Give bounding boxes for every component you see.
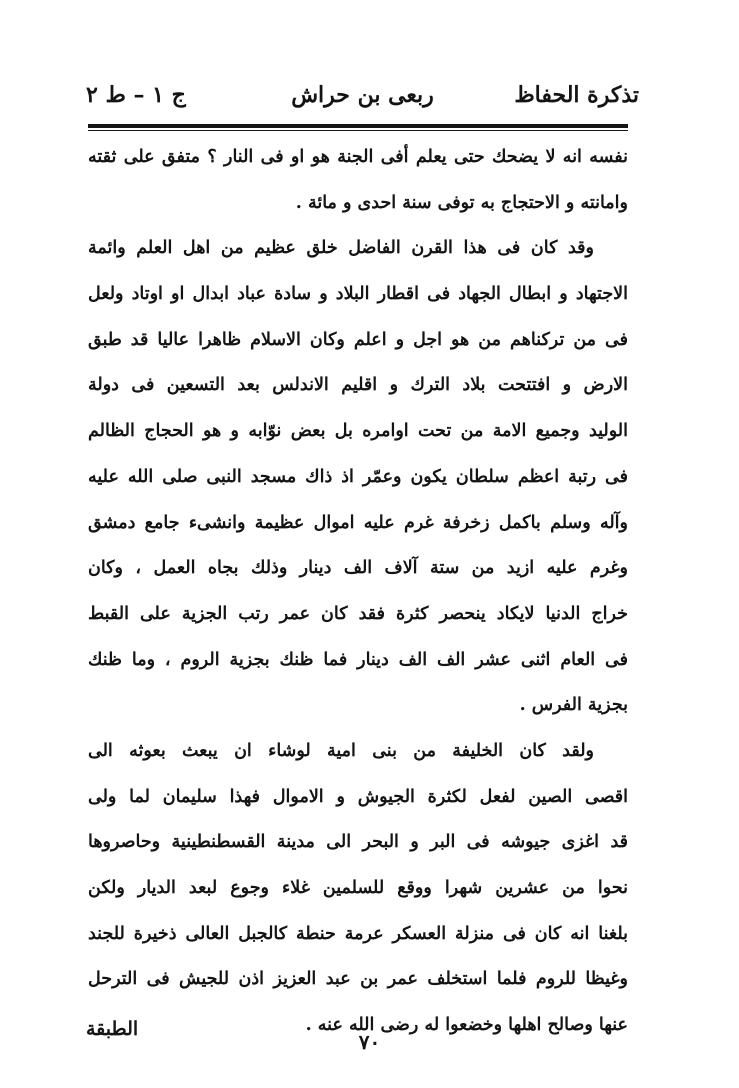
text-line: وقد كان فى هذا القرن الفاضل خلق عظيم من اهل العلم وائمة [88,238,594,259]
text-line: نفسه انه لا يضحك حتى يعلم أفى الجنة هو او فى النار ؟ متفق على ثقته [88,147,628,167]
text-line: قد اغزى جيوشه فى البر و البحر الى مدينة القسطنطينية وحاصروها [88,832,628,853]
text-line: فى العام اثنى عشر الف الف دينار فما ظنك بجزية الروم ، وما ظنك [88,649,628,670]
page-body [88,135,628,1049]
header-rule-thin [88,130,628,131]
catchword: الطبقة [86,1018,139,1040]
volume-label: ج ١ – ط ٢ [86,82,186,108]
section-title: ربعى بن حراش [291,82,434,108]
text-line: عنها وصالح اهلها وخضعوا له رضى الله عنه . [305,1015,628,1036]
text-line: نحوا من عشرين شهرا ووقع للسلمين غلاء وجوع لبعد الديار ولكن [88,878,628,898]
page-number: ٧٠ [358,1030,381,1054]
text-line: خراج الدنيا لايكاد ينحصر كثرة فقد كان عمر رتب الجزية على القبط [88,603,628,624]
book-title: تذكرة الحفاظ [514,82,639,108]
text-line: الوليد وجميع الامة من تحت اوامره بل بعض نوّابه و هو الحجاج الظالم [88,421,628,442]
text-line: وامانته و الاحتجاج به توفى سنة احدى و مائة . [295,192,628,213]
text-line: وآله وسلم باكمل زخرفة غرم عليه اموال عظيمة وانشىء جامع دمشق [88,512,628,533]
text-line: وغرم عليه ازيد من ستة آلاف الف دينار وذلك بجاه العمل ، وكان [88,558,628,579]
header-rule-thick [88,124,628,128]
text-line: اقصى الصين لفعل لكثرة الجيوش و الاموال فهذا سليمان لما ولى [88,786,628,807]
text-line: فى من تركناهم من هو اجل و اعلم وكان الاسلام ظاهرا عاليا قد طبق [88,329,628,350]
text-line: ولقد كان الخليفة من بنى امية لوشاء ان يبعث بعوثه الى [88,740,594,761]
text-line: الاجتهاد و ابطال الجهاد فى اقطار البلاد و سادة عباد ابدال او اوتاد ولعل [88,284,628,305]
text-line: بلغنا انه كان فى منزلة العسكر عرمة حنطة كالجبل العالى ذخيرة للجند [88,923,628,944]
text-line: وغيظا للروم فلما استخلف عمر بن عبد العزيز اذن للجيش فى الترحل [88,969,628,990]
text-line: بجزية الفرس . [519,695,628,716]
running-header [86,78,639,122]
text-line: الارض و افتتحت بلاد الترك و اقليم الاندلس بعد التسعين فى دولة [88,375,628,396]
text-line: فى رتبة اعظم سلطان يكون وعمّر اذ ذاك مسجد النبى صلى الله عليه [88,466,628,487]
